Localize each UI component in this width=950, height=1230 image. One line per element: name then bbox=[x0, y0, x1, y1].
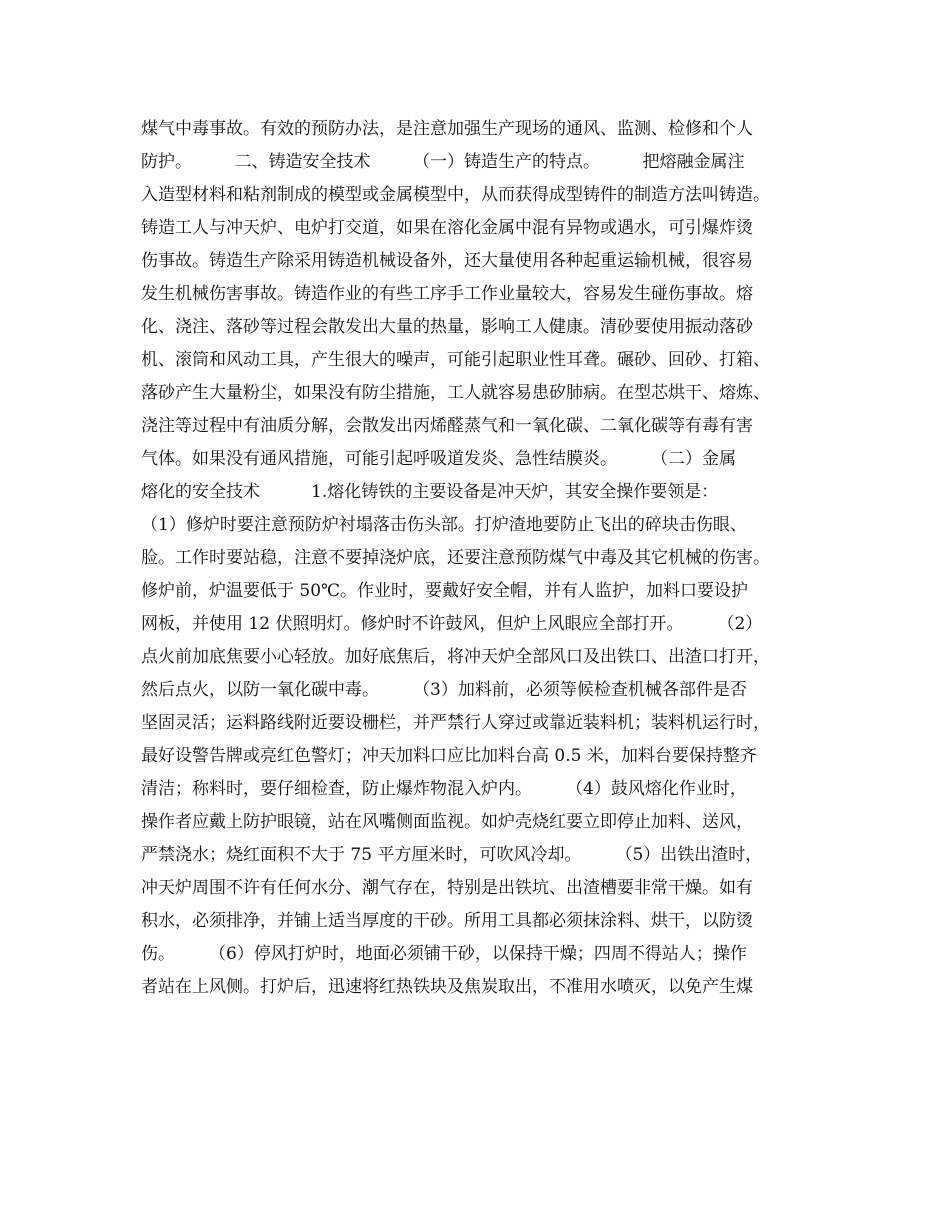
text-line: 气体。如果没有通风措施，可能引起呼吸道发炎、急性结膜炎。 （二）金属 bbox=[141, 449, 736, 469]
text-line: 操作者应戴上防护眼镜，站在风嘴侧面监视。如炉壳烧红要立即停止加料、送风， bbox=[141, 812, 753, 832]
text-line: 熔化的安全技术 1.熔化铸铁的主要设备是冲天炉，其安全操作要领是： bbox=[141, 482, 719, 502]
text-line: 入造型材料和粘剂制成的模型或金属模型中，从而获得成型铸件的制造方法叫铸造。 bbox=[141, 185, 770, 205]
text-line: 然后点火，以防一氧化碳中毒。 （3）加料前，必须等候检查机械各部件是否 bbox=[141, 680, 747, 700]
text-line: 清洁；称料时，要仔细检查，防止爆炸物混入炉内。 （4）鼓风熔化作业时， bbox=[141, 779, 747, 799]
text-line: 落砂产生大量粉尘，如果没有防尘措施，工人就容易患矽肺病。在型芯烘干、熔炼、 bbox=[141, 383, 770, 403]
text-line: 冲天炉周围不许有任何水分、潮气存在，特别是出铁坑、出渣槽要非常干燥。如有 bbox=[141, 878, 753, 898]
text-line: 网板，并使用 12 伏照明灯。修炉时不许鼓风，但炉上风眼应全部打开。 （2） bbox=[141, 614, 763, 634]
text-line: 煤气中毒事故。有效的预防办法，是注意加强生产现场的通风、监测、检修和个人 bbox=[141, 119, 753, 139]
text-line: 最好设警告牌或亮红色警灯；冲天加料口应比加料台高 0.5 米，加料台要保持整齐 bbox=[141, 746, 757, 766]
text-line: 浇注等过程中有油质分解，会散发出丙烯醛蒸气和一氧化碳、二氧化碳等有毒有害 bbox=[141, 416, 753, 436]
text-line: 者站在上风侧。打炉后，迅速将红热铁块及焦炭取出，不准用水喷灭，以免产生煤 bbox=[141, 977, 753, 997]
text-line: 发生机械伤害事故。铸造作业的有些工序手工作业量较大，容易发生碰伤事故。熔 bbox=[141, 284, 753, 304]
text-line: 铸造工人与冲天炉、电炉打交道，如果在溶化金属中混有异物或遇水，可引爆炸烫 bbox=[141, 218, 753, 238]
text-line: （1）修炉时要注意预防炉衬塌落击伤头部。打炉渣地要防止飞出的碎块击伤眼、 bbox=[141, 515, 747, 535]
text-line: 脸。工作时要站稳，注意不要掉浇炉底，还要注意预防煤气中毒及其它机械的伤害。 bbox=[141, 548, 770, 568]
text-line: 坚固灵活；运料路线附近要设栅栏，并严禁行人穿过或靠近装料机；装料机运行时， bbox=[141, 713, 770, 733]
text-line: 防护。 二、铸造安全技术 （一）铸造生产的特点。 把熔融金属注 bbox=[141, 152, 745, 172]
body-text bbox=[141, 113, 821, 1004]
text-line: 机、滚筒和风动工具，产生很大的噪声，可能引起职业性耳聋。碾砂、回砂、打箱、 bbox=[141, 350, 770, 370]
text-line: 伤。 （6）停风打炉时，地面必须铺干砂，以保持干燥；四周不得站人；操作 bbox=[141, 944, 747, 964]
text-line: 积水，必须排净，并铺上适当厚度的干砂。所用工具都必须抹涂料、烘干，以防烫 bbox=[141, 911, 753, 931]
text-line: 化、浇注、落砂等过程会散发出大量的热量，影响工人健康。清砂要使用振动落砂 bbox=[141, 317, 753, 337]
text-line: 修炉前，炉温要低于 50℃。作业时，要戴好安全帽，并有人监护，加料口要设护 bbox=[141, 581, 749, 601]
text-line: 严禁浇水；烧红面积不大于 75 平方厘米时，可吹风冷却。 （5）出铁出渣时， bbox=[141, 845, 763, 865]
text-line: 伤事故。铸造生产除采用铸造机械设备外，还大量使用各种起重运输机械，很容易 bbox=[141, 251, 753, 271]
text-line: 点火前加底焦要小心轻放。加好底焦后，将冲天炉全部风口及出铁口、出渣口打开， bbox=[141, 647, 770, 667]
